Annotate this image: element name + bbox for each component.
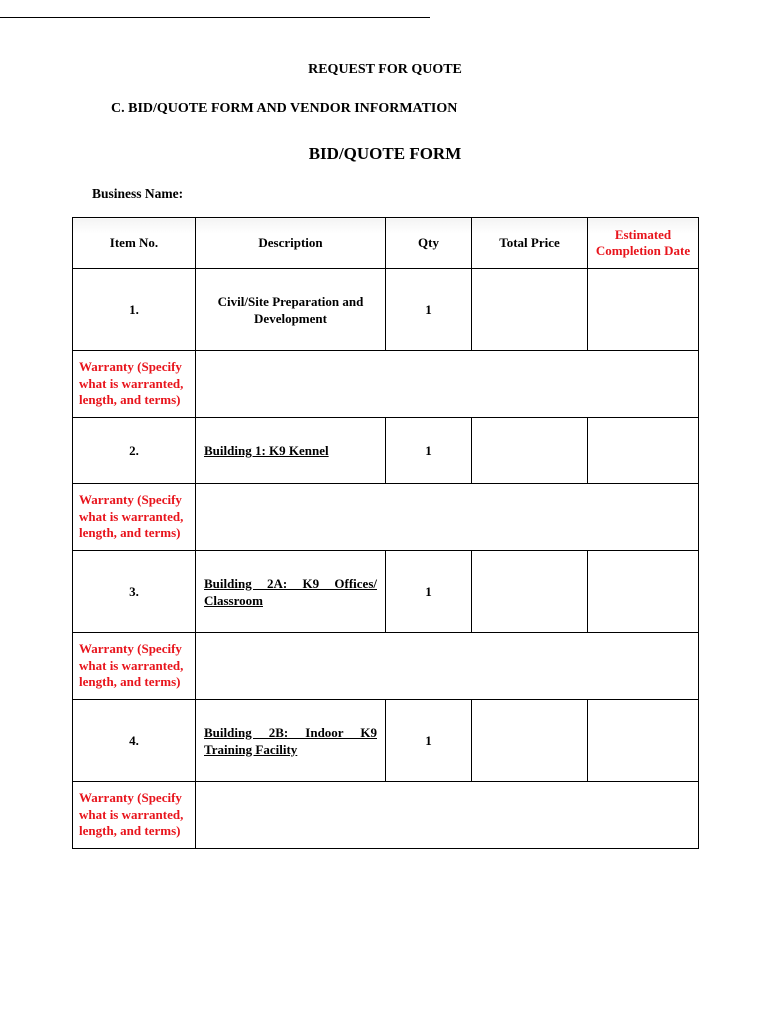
document-title: REQUEST FOR QUOTE: [308, 62, 462, 77]
item-description-text: Building 1: K9 Kennel: [204, 443, 329, 458]
section-title: C. BID/QUOTE FORM AND VENDOR INFORMATION: [111, 101, 458, 116]
total-price-input[interactable]: [472, 301, 591, 318]
completion-date-cell[interactable]: [588, 700, 699, 782]
item-description: Civil/Site Preparation and Development: [196, 269, 386, 351]
item-number: 2.: [73, 418, 196, 484]
warranty-cell[interactable]: [196, 351, 699, 418]
total-price-cell[interactable]: [472, 418, 588, 484]
completion-date-cell[interactable]: [588, 551, 699, 633]
completion-date-cell[interactable]: [588, 418, 699, 484]
header-description: Description: [196, 218, 386, 269]
form-title: BID/QUOTE FORM: [308, 144, 462, 163]
completion-date-input[interactable]: [588, 301, 702, 318]
item-description-text: Building 2B: Indoor K9 Training Facility: [204, 724, 377, 757]
warranty-input[interactable]: [196, 376, 702, 393]
total-price-input[interactable]: [472, 732, 591, 749]
warranty-row: [73, 633, 699, 700]
total-price-cell[interactable]: [472, 551, 588, 633]
business-name-field[interactable]: [0, 1, 430, 18]
total-price-cell[interactable]: [472, 269, 588, 351]
table-row: [73, 700, 699, 782]
warranty-row: [73, 782, 699, 849]
warranty-label: Warranty (Specify what is warranted, length, and terms): [73, 484, 196, 551]
completion-date-input[interactable]: [588, 442, 702, 459]
item-qty: 1: [386, 700, 472, 782]
warranty-cell[interactable]: [196, 782, 699, 849]
warranty-cell[interactable]: [196, 633, 699, 700]
header-item-no: Item No.: [73, 218, 196, 269]
header-total-price: Total Price: [472, 218, 588, 269]
warranty-label: Warranty (Specify what is warranted, length, and terms): [73, 782, 196, 849]
header-qty: Qty: [386, 218, 472, 269]
warranty-row: [73, 484, 699, 551]
total-price-cell[interactable]: [472, 700, 588, 782]
item-description: [196, 418, 386, 484]
table-row: [73, 269, 699, 351]
warranty-input[interactable]: [196, 807, 702, 824]
completion-date-input[interactable]: [588, 732, 702, 749]
total-price-input[interactable]: [472, 442, 591, 459]
completion-date-input[interactable]: [588, 583, 702, 600]
bid-quote-table: [72, 217, 699, 849]
warranty-row: [73, 351, 699, 418]
item-description: [196, 551, 386, 633]
item-description: [196, 700, 386, 782]
item-qty: 1: [386, 551, 472, 633]
table-row: [73, 418, 699, 484]
item-qty: 1: [386, 269, 472, 351]
header-estimated-completion-date: Estimated Completion Date: [588, 218, 699, 269]
total-price-input[interactable]: [472, 583, 591, 600]
warranty-cell[interactable]: [196, 484, 699, 551]
item-number: 1.: [73, 269, 196, 351]
table-header-row: [73, 218, 699, 269]
warranty-input[interactable]: [196, 509, 702, 526]
table-row: [73, 551, 699, 633]
warranty-label: Warranty (Specify what is warranted, length, and terms): [73, 351, 196, 418]
completion-date-cell[interactable]: [588, 269, 699, 351]
item-number: 4.: [73, 700, 196, 782]
business-name-label: Business Name:: [92, 186, 184, 201]
item-description-text: Building 2A: K9 Offices/ Classroom: [204, 575, 377, 608]
item-qty: 1: [386, 418, 472, 484]
warranty-input[interactable]: [196, 658, 702, 675]
warranty-label: Warranty (Specify what is warranted, length, and terms): [73, 633, 196, 700]
item-number: 3.: [73, 551, 196, 633]
